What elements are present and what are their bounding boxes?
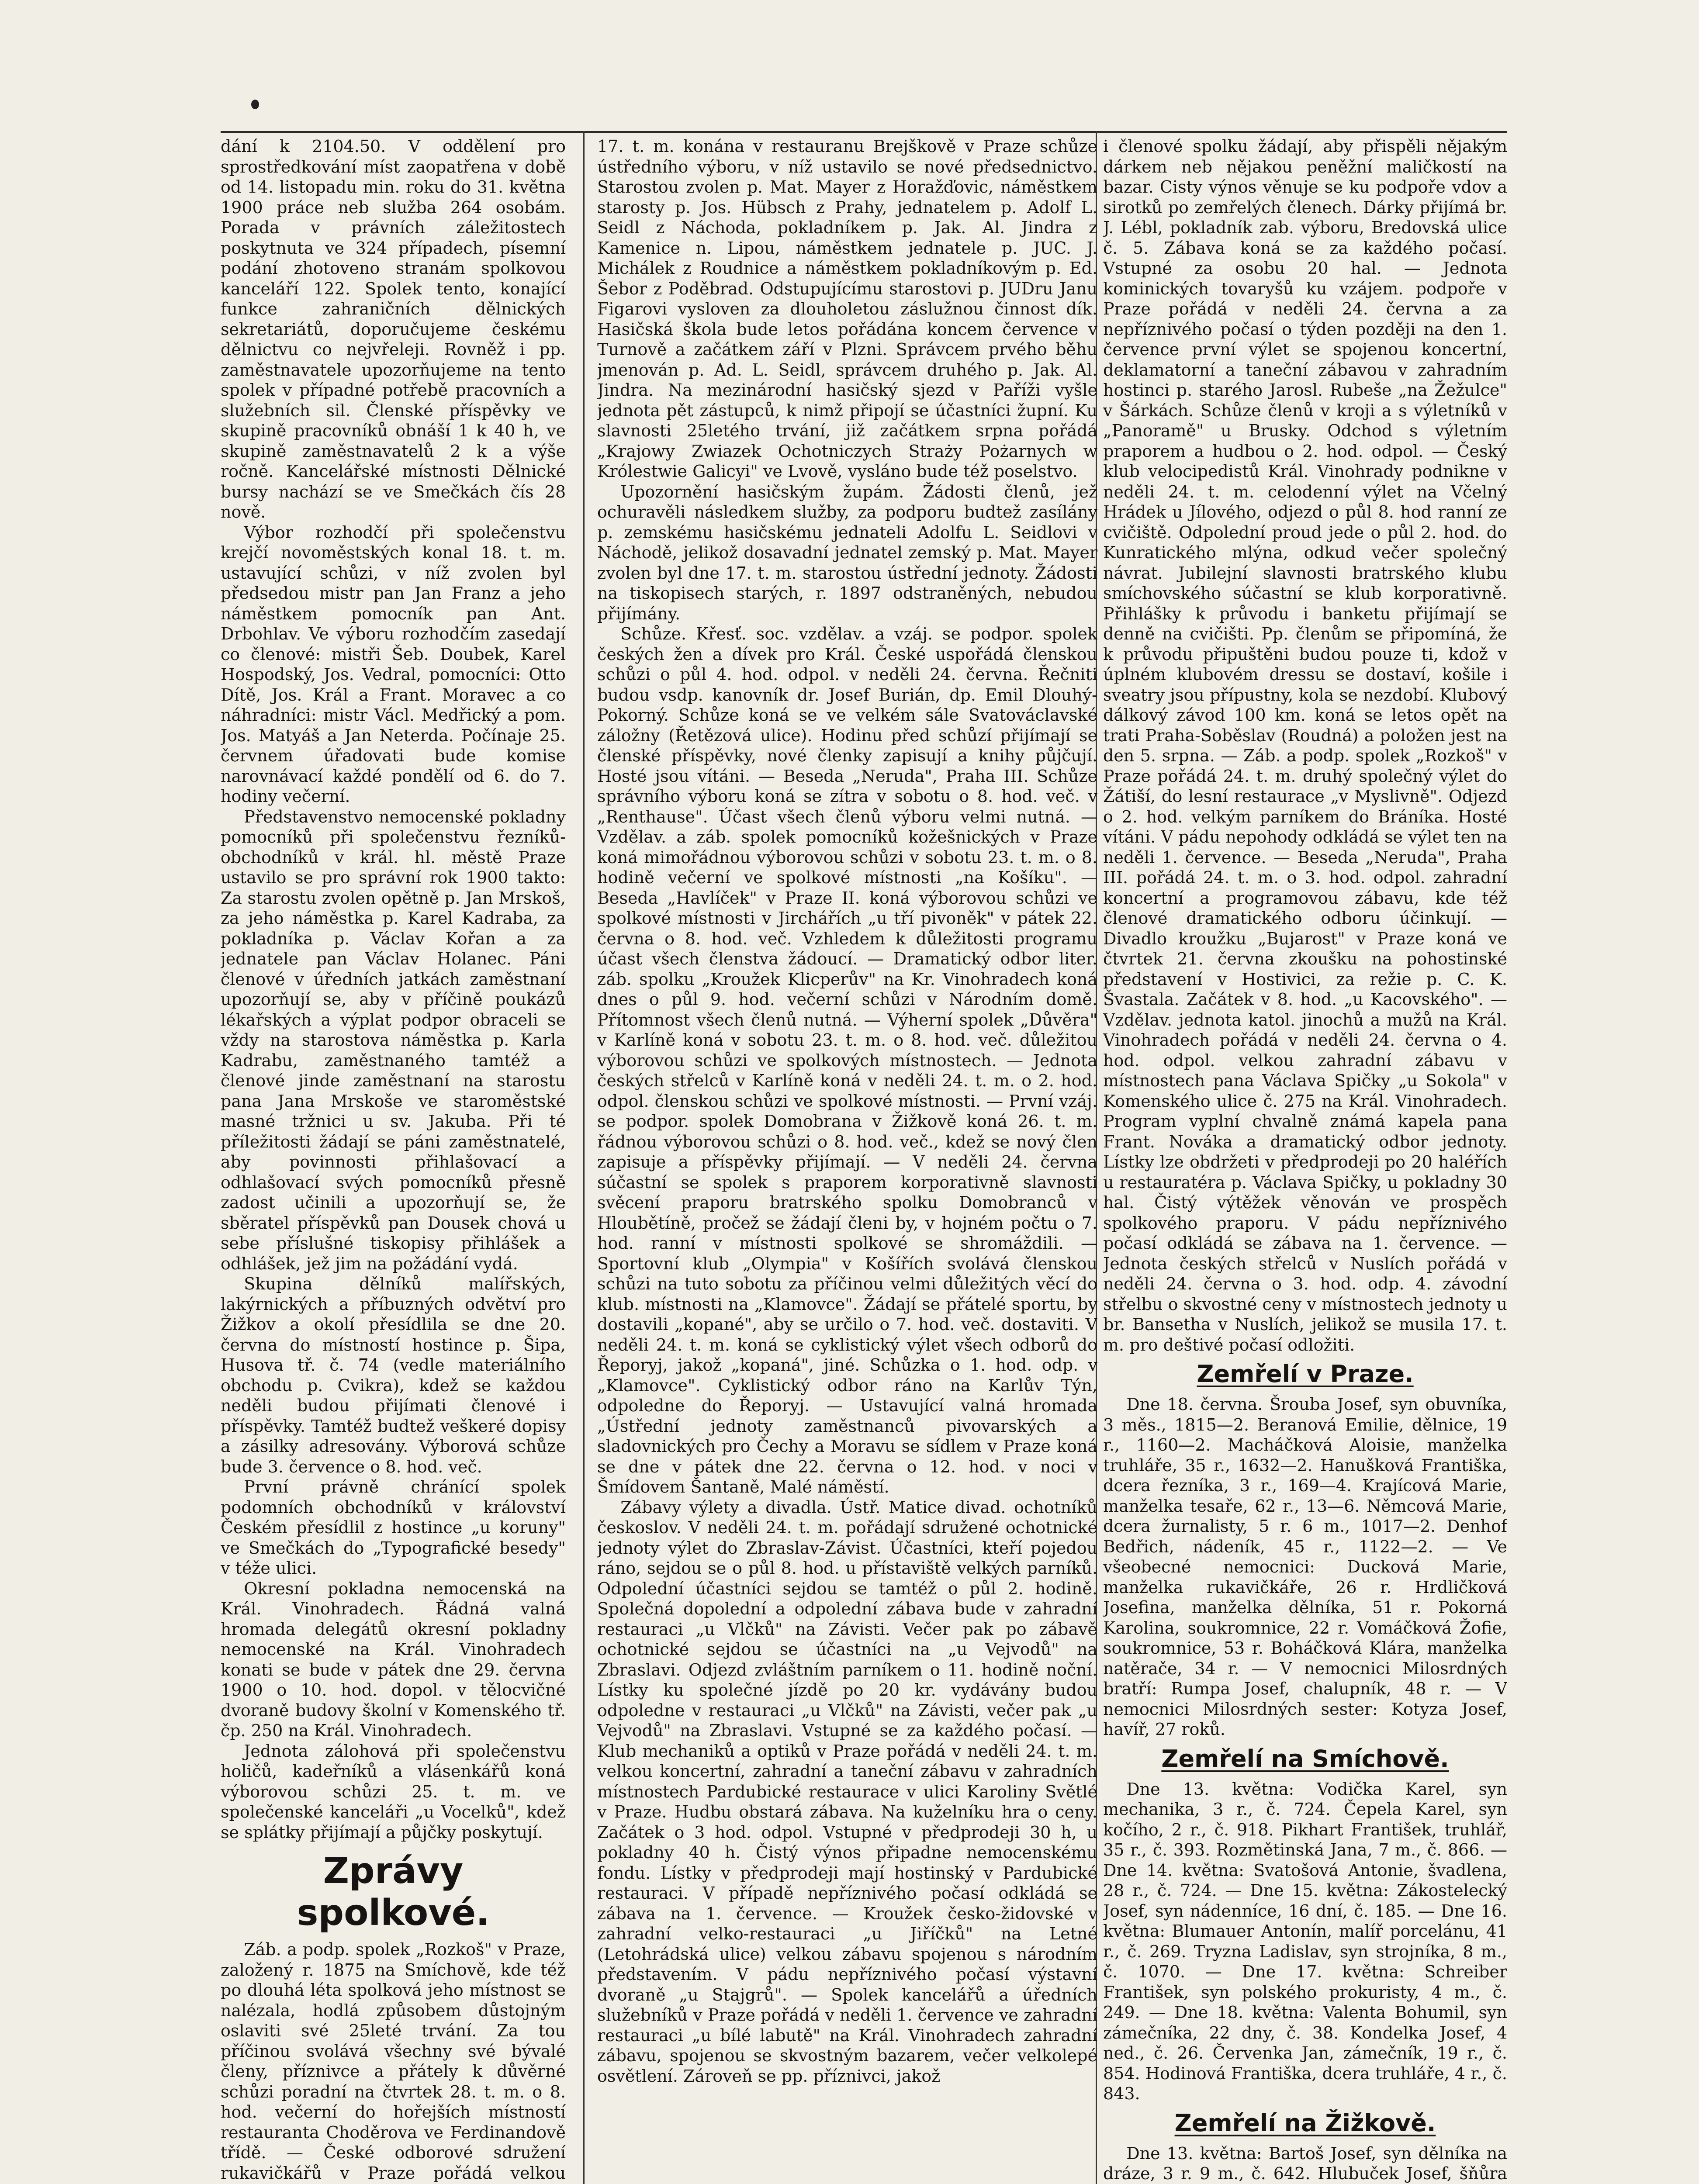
print-mark [251, 100, 259, 109]
paragraph: dání k 2104.50. V oddělení pro sprostředkování míst zaopatřena v době od 14. listopadu min. roku do 31. května 1900 práce neb služba 264 osobám. Porada v právních záležitostech poskytnuta ve 324 případech, písemní podání zhotoveno stranám spolkovou kanceláří 122. Spolek tento, konající funkce zahraničních dělnických sekretariátů, doporučujeme českému dělnictvu co nejvřeleji. Rovněž i pp. zaměstnavatele upozorňujeme na tento spolek v případné potřebě pracovních a služebních sil. Členské příspěvky ve skupině pracovníků obnáší 1 k 40 h, ve skupině zaměstnavatelů 2 k a výše ročně. Kancelářské místnosti Dělnické bursy nachází se ve Smečkách čís 28 nově. [221, 137, 566, 522]
deaths-prague-heading: Zemřelí v Praze. [1197, 1360, 1414, 1388]
section-heading: Zprávy spolkové. [297, 1850, 490, 1934]
column-2 [597, 136, 1097, 2184]
paragraph: Výbor rozhodčí při společenstvu krejčí novoměstských konal 18. t. m. ustavující schůzi, v níž zvolen byl předsedou mistr pan Jan Franz a jeho náměstkem pomocník pan Ant. Drbohlav. Ve výboru rozhodčím zasedají co členové: mistři Šeb. Doubek, Karel Hospodský, Jos. Vedral, pomocníci: Otto Dítě, Jos. Král a Frant. Moravec a co náhradníci: mistr Václ. Medřický a pom. Jos. Matyáš a Jan Neterda. Počínaje 25. červnem úřadovati bude komise narovnávací každé pondělí od 6. do 7. hodiny večerní. [221, 522, 566, 806]
paragraph: Záb. a podp. spolek „Rozkoš" v Praze, založený r. 1875 na Smíchově, kde též po dlouhá léta spolková jeho místnost se nalézala, hodlá způsobem důstojným oslaviti své 25leté trvání. Za tou příčinou svolává všechny své bývalé členy, příznivce a přátely k důvěrné schůzi poradní na čtvrtek 28. t. m. o 8. hod. večerní do hořejších místností restauranta Choděrova ve Ferdinandově třídě. — České odborové sdružení rukavičkářů v Praze pořádá velkou [221, 1940, 566, 2183]
deaths-smichov-list: Dne 13. května: Vodička Karel, syn mechanika, 3 r., č. 724. Čepela Karel, syn kočího, 2 r., č. 918. Pikhart František, truhlář, 35 r., č. 393. Rozmětinská Jana, 7 m., č. 866. — Dne 14. května: Svatošová Antonie, švadlena, 28 r., č. 724. — Dne 15. května: Zákostelecký Josef, syn nádenníce, 16 dní, č. 185. — Dne 16. května: Blumauer Antonín, malíř porcelánu, 41 r., č. 269. Tryzna Ladislav, syn strojníka, 8 m., č. 1070. — Dne 17. května: Schreiber František, syn polského prokuristy, 4 m., č. 249. — Dne 18. května: Valenta Bohumil, syn zámečníka, 22 dny, č. 38. Kondelka Josef, 4 ned., č. 26. Červenka Jan, zámečník, 19 r., č. 854. Hodinová Františka, dcera truhláře, 4 r., č. 843. [1103, 1779, 1507, 2103]
paragraph: Upozornění hasičským župám. Žádosti členů, jež ochuravěli následkem služby, za podporu budtež zasílány p. zemskému hasičskému jednateli Adolfu L. Seidlovi v Náchodě, jelikož dosavadní jednatel zemský p. Mat. Mayer zvolen byl dne 17. t. m. starostou ústřední jednoty. Žádosti na tiskopisech starých, r. 1897 odstraněných, nebudou přijímány. [597, 482, 1097, 623]
paragraph: 17. t. m. konána v restauranu Brejškově v Praze schůze ústředního výboru, v níž ustavilo se nové předsednictvo. Starostou zvolen p. Mat. Mayer z Horažďovic, náměstkem starosty p. Jos. Hübsch z Prahy, jednatelem p. Adolf L. Seidl z Náchoda, pokladníkem p. Jak. Al. Jindra z Kamenice n. Lipou, náměstkem jednatele p. JUC. J. Michálek z Roudnice a náměstkem pokladníkovým p. Ed. Šebor z Poděbrad. Odstupujícímu starostovi p. JUDru Janu Figarovi vysloven za dlouholetou záslužnou činnost dík. Hasičská škola bude letos pořádána koncem července v Turnově a začátkem září v Plzni. Správcem prvého běhu jmenován p. Ad. L. Seidl, správcem druhého p. Jak. Al. Jindra. Na mezinárodní hasičský sjezd v Paříži vyšle jednota pět zástupců, k nimž připojí se účastníci župní. Ku slavnosti 25letého trvání, již začátkem srpna pořádá „Krajowy Zwiazek Ochotniczych Straży Pożarnych w Królestwie Galicyi" ve Lvově, vysláno bude též poselstvo. [597, 137, 1097, 481]
deaths-zizkov-heading: Zemřelí na Žižkově. [1174, 2109, 1436, 2137]
deaths-smichov-heading: Zemřelí na Smíchově. [1161, 1745, 1449, 1773]
paragraph: Schůze. Křesť. soc. vzdělav. a vzáj. se podpor. spolek českých žen a dívek pro Král. České uspořádá členskou schůzi o půl 4. hod. odpol. v neděli 24. června. Řečniti budou vsdp. kanovník dr. Josef Burián, dp. Emil Dlouhý-Pokorný. Schůze koná se ve velkém sále Svatováclavské záložny (Řetězová ulice). Hodinu před schůzí přijímají se členské příspěvky, nové členky zapisují a knihy půjčují. Hosté jsou vítáni. — Beseda „Neruda", Praha III. Schůze správního výboru koná se zítra v sobotu o 8. hod. več. v „Renthause". Účast všech členů výboru velmi nutná. — Vzdělav. a záb. spolek pomocníků kožešnických v Praze koná mimořádnou výborovou schůzi v sobotu 23. t. m. o 8. hodině večerní ve spolkové místnosti „na Košíku". — Beseda „Havlíček" v Praze II. koná výborovou schůzi ve spolkové místnosti v Jirchářích „u tří pivoněk" v pátek 22. června o 8. hod. več. Vzhledem k důležitosti programu účast všech členstva žádoucí. — Dramatický odbor liter. záb. spolku „Kroužek Klicperův" na Kr. Vinohradech koná dnes o půl 9. hod. večerní schůzi v Národním domě. Přítomnost všech členů nutná. — Výherní spolek „Důvěra" v Karlíně koná v sobotu 23. t. m. o 8. hod. več. důležitou výborovou schůzi ve spolkových místnostech. — Jednota českých střelců v Karlíně koná v neděli 24. t. m. o 2. hod. odpol. členskou schůzi ve spolkové místnosti. — První vzáj. se podpor. spolek Domobrana v Žižkově koná 26. t. m. řádnou výborovou schůzi o 8. hod. več., kdež se nový člen zapisuje a příspěvky přijímají. — V neděli 24. června súčastní se spolek s praporem korporativně slavnosti svěcení praporu bratrského spolku Domobranců v Hloubětíně, pročež se žádají členi by, v hojném počtu o 7. hod. ranní v místnosti spolkové se shromáždili. — Sportovní klub „Olympia" v Košířích svolává členskou schůzi na tuto sobotu za příčinou velmi důležitých věcí do klub. místnosti na „Klamovce". Žádají se přátelé sportu, by dostavili „kopané", aby se určilo o 7. hod. več. dostaviti. V neděli 24. t. m. koná se cyklistický výlet všech odborů do Řeporyj, jakož „kopaná", jiné. Schůzka o 1. hod. odp. v „Klamovce". Cyklistický odbor ráno na Karlův Týn, odpoledne do Řeporyj. — Ustavující valná hromada „Ústřední jednoty zaměstnanců pivovarských a sladovnických pro Čechy a Moravu se sídlem v Praze koná se dne v pátek dne 22. června o 12. hod. v noci v Šmídovem Šantaně, Malé náměstí. [597, 624, 1097, 1496]
deaths-prague-list: Dne 18. června. Šrouba Josef, syn obuvníka, 3 měs., 1815—2. Beranová Emilie, dělnice, 19 r., 1160—2. Macháčková Aloisie, manželka truhláře, 35 r., 1632—2. Hanušková Františka, dcera řezníka, 3 r., 169—4. Krajícová Marie, manželka tesaře, 62 r., 13—6. Němcová Marie, dcera žurnalisty, 5 r. 6 m., 1017—2. Denhof Bedřich, nádeník, 45 r., 1122—2. — Ve všeobecné nemocnici: Ducková Marie, manželka rukavičkáře, 26 r. Hrdličková Josefina, manželka dělníka, 51 r. Pokorná Karolina, soukromnice, 22 r. Vomáčková Žofie, soukromnice, 53 r. Boháčková Klára, manželka natěrače, 34 r. — V nemocnici Milosrdných bratří: Rumpa Josef, chalupník, 48 r. — V nemocnici Milosrdných sester: Kotyza Josef, havíř, 27 roků. [1103, 1395, 1507, 1739]
column-1 [221, 136, 566, 2184]
paragraph: i členové spolku žádají, aby přispěli nějakým dárkem neb nějakou peněžní maličkostí na bazar. Cisty výnos věnuje se ku podpoře vdov a sirotků po zemřelých členech. Dárky přijímá br. J. Lébl, pokladník zab. výboru, Bredovská ulice č. 5. Zábava koná se za každého počasí. Vstupné za osobu 20 hal. — Jednota kominických tovaryšů ku vzájem. podpoře v Praze pořádá v neděli 24. června a za nepříznivého počasí o týden později na den 1. července první výlet se spojenou koncertní, deklamatorní a taneční zábavou v zahradním hostinci p. starého Jarosl. Rubeše „na Žežulce" v Šárkách. Schůze členů v kroji a s výletníků v „Panoramě" u Brusky. Odchod s výletním praporem a hudbou o 2. hod. odpol. — Český klub velocipedistů Král. Vinohrady podnikne v neděli 24. t. m. celodenní výlet na Včelný Hrádek u Jílového, odjezd o půl 8. hod ranní ze cvičiště. Odpolední proud jede o půl 2. hod. do Kunratického mlýna, odkud večer společný návrat. Jubilejní slavnosti bratrského klubu smíchovského súčastní se klub korporativně. Přihlášky k průvodu i banketu přijímají se denně na cvičišti. Pp. členům se připomíná, že k průvodu připuštěni budou pouze ti, kdož v úplném klubovém dressu se dostaví, košile i sveatry jsou přípustny, kola se nezdobí. Klubový dálkový závod 100 km. koná se letos opět na trati Praha-Soběslav (Roudná) a položen jest na den 5. srpna. — Záb. a podp. spolek „Rozkoš" v Praze pořádá 24. t. m. druhý společný výlet do Žátiší, do lesní restaurace „v Myslivně". Odjezd o 2. hod. velkým parníkem do Bráníka. Hosté vítáni. V pádu nepohody odkládá se výlet ten na neděli 1. července. — Beseda „Neruda", Praha III. pořádá 24. t. m. o 3. hod. odpol. zahradní koncertní a programovou zábavu, kde též členové dramatického odboru účinkují. — Divadlo kroužku „Bujarost" v Praze koná ve čtvrtek 21. června zkoušku na pohostinské představení v Hostivici, za režie p. C. K. Švastala. Začátek v 8. hod. „u Kacovského". — Vzdělav. jednota katol. jinochů a mužů na Král. Vinohradech pořádá v neděli 24. června o 4. hod. odpol. velkou zahradní zábavu v místnostech pana Václava Spičky „u Sokola" v Komenského ulice č. 275 na Král. Vinohradech. Program vyplní chvalně známá kapela pana Frant. Nováka a dramatický odbor jednoty. Lístky lze obdržeti v předprodeji po 20 haléřích u restauratéra p. Václava Spičky, u pokladny 30 hal. Čistý výtěžek věnován ve prospěch spolkového praporu. V pádu nepříznivého počasí odkládá se zábava na 1. července. — Jednota českých střelců v Nuslích pořádá v neděli 24. června o 3. hod. odp. 4. závodní střelbu o skvostné ceny v místnostech jednoty u br. Bansetha v Nuslích, jelikož se musila 17. t. m. pro deštivé počasí odložiti. [1103, 137, 1507, 1355]
deaths-zizkov-list: Dne 13. května: Bartoš Josef, syn dělníka na dráze, 3 r. 9 m., č. 642. Hlubuček Josef, šňůra [1103, 2143, 1507, 2183]
paragraph: Představenstvo nemocenské pokladny pomocníků při společenstvu řezníků-obchodníků v král. hl. městě Praze ustavilo se pro správní rok 1900 takto: Za starostu zvolen opětně p. Jan Mrskoš, za jeho náměstka p. Karel Kadraba, za pokladníka p. Václav Kořan a za jednatele pan Václav Holanec. Páni členové v úředních jatkách zaměstnaní upozorňují se, aby v příčině poukázů lékařských a výplat podpor obraceli se vždy na starostova náměstka p. Karla Kadrabu, zaměstnaného tamtéž a členové jinde zaměstnaní na starostu pana Jana Mrskoše ve staroměstské masné tržnici u sv. Jakuba. Při té příležitosti žádají se páni zaměstnatelé, aby povinnosti přihlašovací a odhlašovací svých pomocníků přesně zadost učinili a upozorňují se, že sběratel příspěvků pan Dousek chová u sebe příslušné tiskopisy přihlášek a odhlášek, jež jim na požádání vydá. [221, 807, 566, 1273]
paragraph: První právně chránící spolek podomních obchodníků v království Českém přesídlil z hostince „u koruny" ve Smečkách do „Typografické besedy" v téže ulici. [221, 1477, 566, 1578]
paragraph: Jednota zálohová při společenstvu holičů, kadeřníků a vlásenkářů koná výborovou schůzi 25. t. m. ve společenské kanceláři „u Vocelků", kdež se splátky přijímají a půjčky poskytují. [221, 1741, 566, 1842]
column-divider-1 [583, 131, 585, 2184]
column-3 [1103, 136, 1507, 2184]
top-rule [221, 131, 1507, 133]
paragraph: Okresní pokladna nemocenská na Král. Vinohradech. Řádná valná hromada delegátů okresní pokladny nemocenské na Král. Vinohradech konati se bude v pátek dne 29. června 1900 o 10. hod. dopol. v tělocvičné dvoraně budovy školní v Komenského tř. čp. 250 na Král. Vinohradech. [221, 1579, 566, 1740]
paragraph: Skupina dělníků malířských, lakýrnických a příbuzných odvětví pro Žižkov a okolí přesídlila se dne 20. června do místností hostince p. Šipa, Husova tř. č. 74 (vedle materiálního obchodu p. Cvikra), kdež se každou neděli budou přijímati členové i příspěvky. Tamtéž budtež veškeré dopisy a zásilky adresovány. Výborová schůze bude 3. července o 8. hod. več. [221, 1274, 566, 1476]
paragraph: Zábavy výlety a divadla. Ústř. Matice divad. ochotníků českoslov. V neděli 24. t. m. pořádají sdružené ochotnické jednoty výlet do Zbraslav-Závist. Účastníci, kteří pojedou ráno, sejdou se o půl 8. hod. u přístaviště velkých parníků. Odpolední účastníci sejdou se tamtéž o půl 2. hodině. Společná dopolední a odpolední zábava bude v zahradní restauraci „u Vlčků" na Závisti. Večer pak po zábavě ochotnické sejdou se účastníci na „u Vejvodů" na Zbraslavi. Odjezd zvláštním parníkem o 11. hodině noční. Lístky ku společné jízdě po 20 kr. vydávány budou odpoledne v restauraci „u Vlčků" na Závisti, večer pak „u Vejvodů" na Zbraslavi. Vstupné se za každého počasí. — Klub mechaniků a optiků v Praze pořádá v neděli 24. t. m. velkou koncertní, zahradní a taneční zábavu v zahradních místnostech Pardubické restaurace v ulici Karoliny Světlé v Praze. Hudbu obstará zábava. Na kuželníku hra o ceny. Začátek o 3 hod. odpol. Vstupné v předprodeji 30 h, u pokladny 40 h. Čistý výnos připadne nemocenskému fondu. Lístky v předprodeji mají hostinský v Pardubické restauraci. V případě nepříznivého počasí odkládá se zábava na 1. července. — Kroužek česko-židovské v zahradní velko-restauraci „u Jiříčků" na Letné (Letohrádská ulice) velkou zábavu spojenou s národním představením. V pádu nepříznivého počasí výstavní dvoraně „u Stajgrů". — Spolek kancelářů a úředních služebníků v Praze pořádá v neděli 1. července ve zahradní restauraci „u bílé labutě" na Král. Vinohradech zahradní zábavu, spojenou se skvostným bazarem, večer velkolepé osvětlení. Zároveň se pp. příznivci, jakož [597, 1497, 1097, 2086]
